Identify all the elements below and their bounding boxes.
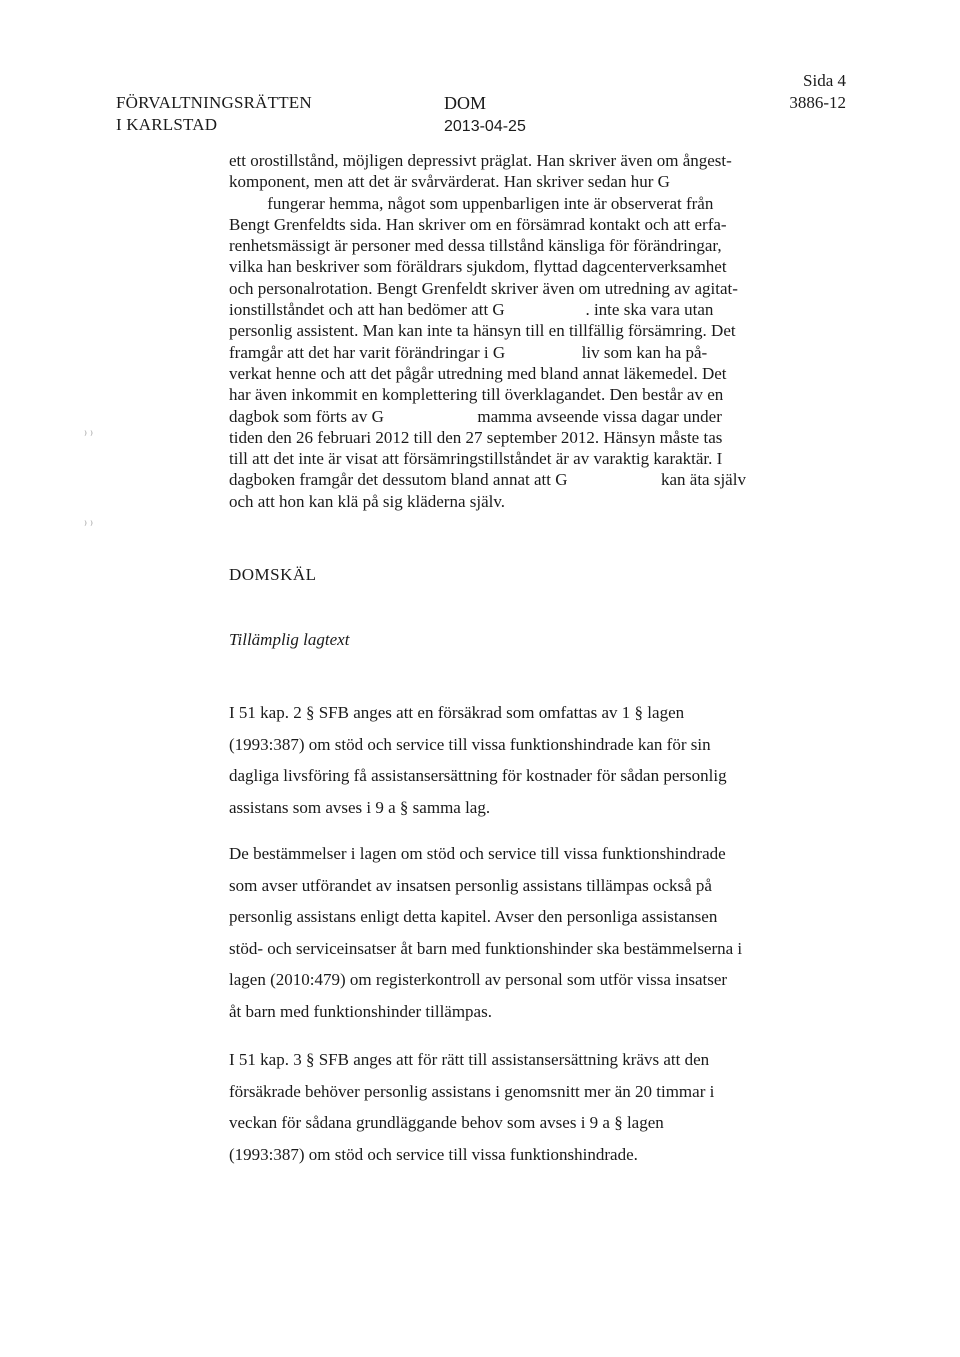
section-heading: DOMSKÄL <box>229 565 317 584</box>
text-line: renhetsmässigt är personer med dessa tillstånd känsliga för förändringar, <box>229 236 722 256</box>
text-line: försäkrade behöver personlig assistans i genomsnitt mer än 20 timmar i <box>229 1081 715 1101</box>
text-line: ett orostillstånd, möjligen depressivt präglat. Han skriver även om ångest- <box>229 151 732 170</box>
margin-mark: ⁾ ⁾ <box>84 518 93 532</box>
page-meta <box>789 70 846 114</box>
text-line: verkat henne och att det pågår utredning med bland annat läkemedel. Det <box>229 363 727 383</box>
text-line: komponent, men att det är svårvärderat. Han skriver sedan hur G <box>229 172 670 192</box>
text-line: veckan för sådana grundläggande behov som avses i 9 a § lagen <box>229 1113 664 1132</box>
text-line: som avser utförandet av insatsen personlig assistans tillämpas också på <box>229 875 712 895</box>
court-name-line1: FÖRVALTNINGSRÄTTEN <box>116 93 312 112</box>
text-line: fungerar hemma, något som uppenbarligen inte är observerat från <box>229 193 714 213</box>
court-name <box>116 92 312 136</box>
text-line: och att hon kan klä på sig kläderna själv. <box>229 491 506 511</box>
text-line: dagbok som förts av G mamma avseende vissa dagar under <box>229 406 722 426</box>
text-line: och personalrotation. Bengt Grenfeldt skriver även om utredning av agitat- <box>229 278 738 298</box>
page-number: Sida 4 <box>803 71 846 90</box>
text-line: lagen (2010:479) om registerkontroll av personal som utför vissa insatser <box>229 970 728 989</box>
document-type: DOM <box>444 93 487 113</box>
paragraph-1 <box>229 697 789 823</box>
paragraph-3 <box>229 1044 789 1170</box>
text-line: (1993:387) om stöd och service till vissa funktionshindrade kan för sin <box>229 734 711 754</box>
text-line: I 51 kap. 2 § SFB anges att en försäkrad som omfattas av 1 § lagen <box>229 703 685 722</box>
paragraph-2 <box>229 838 789 1027</box>
text-line: (1993:387) om stöd och service till vissa funktionshindrade. <box>229 1144 638 1164</box>
text-line: dagliga livsföring få assistansersättning för kostnader för sådan personlig <box>229 766 727 785</box>
text-line: I 51 kap. 3 § SFB anges att för rätt till assistansersättning krävs att den <box>229 1050 710 1069</box>
text-line: framgår att det har varit förändringar i G liv som kan ha på- <box>229 342 708 362</box>
body-text-top <box>229 150 789 512</box>
margin-mark: ⁾ ⁾ <box>84 428 93 442</box>
text-line: personlig assistent. Man kan inte ta hänsyn till en tillfällig försämring. Det <box>229 321 736 341</box>
text-line: har även inkommit en komplettering till överklagandet. Den består av en <box>229 385 724 405</box>
text-line: De bestämmelser i lagen om stöd och service till vissa funktionshindrade <box>229 844 726 863</box>
text-line: ionstillståndet och att han bedömer att G . inte ska vara utan <box>229 300 714 320</box>
text-line: dagboken framgår det dessutom bland annat att G kan äta själv <box>229 470 746 490</box>
text-line: åt barn med funktionshinder tillämpas. <box>229 1001 492 1021</box>
text-line: till att det inte är visat att försämringstillståndet är av varaktig karaktär. I <box>229 449 723 469</box>
text-line: vilka han beskriver som föräldrars sjukdom, flyttad dagcenterverksamhet <box>229 257 727 277</box>
text-line: assistans som avses i 9 a § samma lag. <box>229 797 491 817</box>
court-name-line2: I KARLSTAD <box>116 115 218 134</box>
document-date: 2013-04-25 <box>444 118 526 135</box>
text-line: Bengt Grenfeldts sida. Han skriver om en försämrad kontakt och att erfa- <box>229 214 727 234</box>
section-subheading: Tillämplig lagtext <box>229 630 350 649</box>
case-number: 3886-12 <box>789 93 846 112</box>
text-line: tiden den 26 februari 2012 till den 27 september 2012. Hänsyn måste tas <box>229 427 723 447</box>
text-line: personlig assistans enligt detta kapitel. Avser den personliga assistansen <box>229 907 718 926</box>
text-line: stöd- och serviceinsatser åt barn med funktionshinder ska bestämmelserna i <box>229 938 743 958</box>
